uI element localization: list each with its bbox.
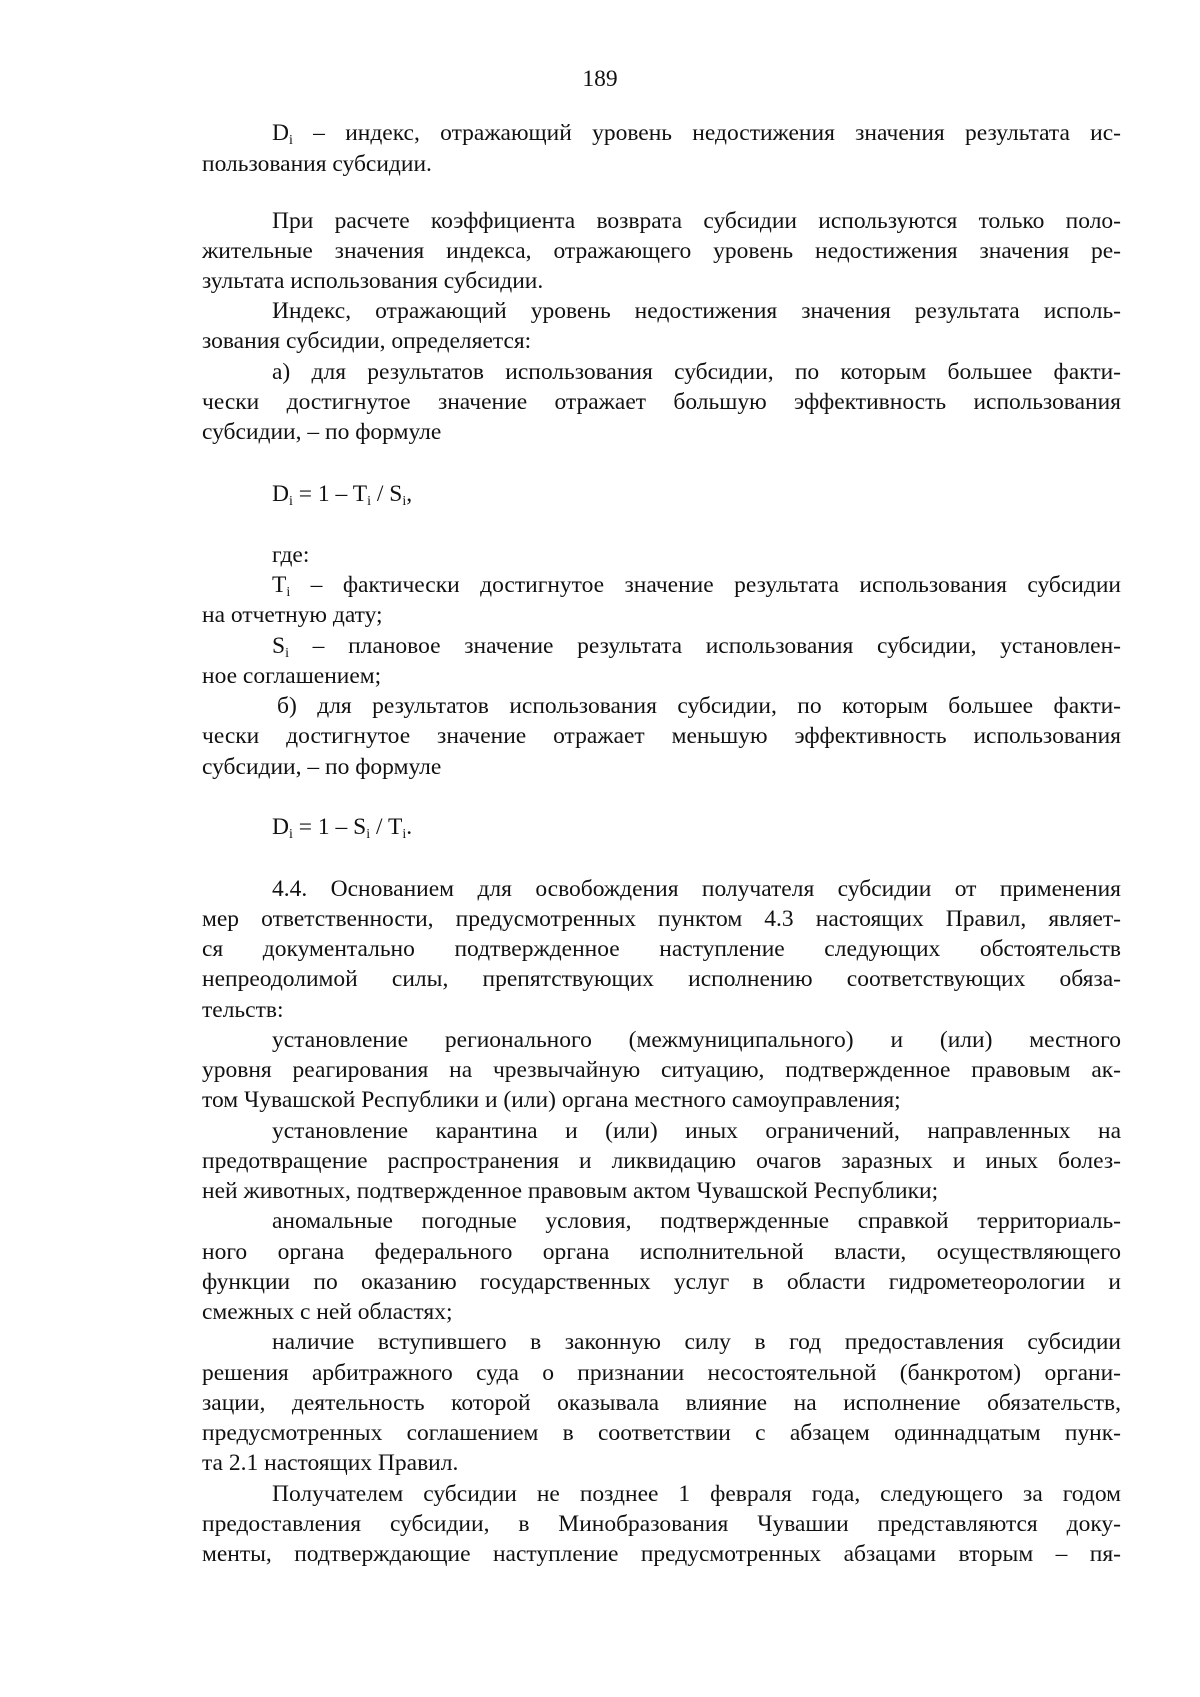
text-line: а) для результатов использования субсидии, по которым большее факти-: [272, 359, 1121, 385]
text-line: субсидии, – по формуле: [202, 754, 442, 780]
text-line: пользования субсидии.: [202, 151, 432, 177]
text-line: $D_i = 1 - T_i / S_i$,: [272, 481, 413, 509]
text-line: тельств:: [202, 997, 284, 1023]
text-line: $D_i = 1 - S_i / T_i$.: [272, 814, 413, 842]
text-line: непреодолимой силы, препятствующих исполнению соответствующих обяза-: [202, 966, 1121, 992]
text-line: ся документально подтвержденное наступление следующих обстоятельств: [202, 936, 1121, 962]
text-line: $T_i$ – фактически достигнутое значение результата использования субсидии: [272, 572, 1121, 600]
text-line: функции по оказанию государственных услуг в области гидрометеорологии и: [202, 1269, 1121, 1295]
text-line: ное соглашением;: [202, 663, 382, 689]
text-line: на отчетную дату;: [202, 602, 383, 628]
text-line: установление карантина и (или) иных ограничений, направленных на: [272, 1118, 1121, 1144]
text-line: б) для результатов использования субсидии, по которым большее факти-: [277, 693, 1121, 719]
text-line: зультата использования субсидии.: [202, 268, 544, 294]
text-line: решения арбитражного суда о признании несостоятельной (банкротом) органи-: [202, 1360, 1121, 1386]
text-line: та 2.1 настоящих Правил.: [202, 1450, 459, 1476]
text-line: $D_i$ – индекс, отражающий уровень недостижения значения результата ис-: [272, 120, 1121, 148]
text-line: зования субсидии, определяется:: [202, 328, 532, 354]
text-line: том Чувашской Республики и (или) органа местного самоуправления;: [202, 1087, 901, 1113]
text-line: жительные значения индекса, отражающего уровень недостижения значения ре-: [202, 238, 1121, 264]
text-line: аномальные погодные условия, подтвержденные справкой территориаль-: [272, 1208, 1121, 1234]
text-line: где:: [272, 542, 310, 568]
text-line: уровня реагирования на чрезвычайную ситуацию, подтвержденное правовым ак-: [202, 1057, 1121, 1083]
text-line: 4.4. Основанием для освобождения получателя субсидии от применения: [272, 876, 1121, 902]
text-line: зации, деятельность которой оказывала влияние на исполнение обязательств,: [202, 1390, 1121, 1416]
text-line: смежных с ней областях;: [202, 1299, 453, 1325]
text-line: предусмотренных соглашением в соответствии с абзацем одиннадцатым пунк-: [202, 1420, 1121, 1446]
text-line: $S_i$ – плановое значение результата использования субсидии, установлен-: [272, 633, 1121, 661]
text-line: Индекс, отражающий уровень недостижения значения результата исполь-: [272, 298, 1121, 324]
page-number: 189: [582, 66, 618, 92]
text-line: чески достигнутое значение отражает меньшую эффективность использования: [202, 723, 1121, 749]
text-line: менты, подтверждающие наступление предусмотренных абзацами вторым – пя-: [202, 1541, 1121, 1567]
text-line: чески достигнутое значение отражает большую эффективность использования: [202, 389, 1121, 415]
text-line: установление регионального (межмуниципального) и (или) местного: [272, 1027, 1121, 1053]
text-line: ного органа федерального органа исполнительной власти, осуществляющего: [202, 1239, 1121, 1265]
text-line: предотвращение распространения и ликвидацию очагов заразных и иных болез-: [202, 1148, 1121, 1174]
text-line: наличие вступившего в законную силу в год предоставления субсидии: [272, 1329, 1121, 1355]
text-line: мер ответственности, предусмотренных пунктом 4.3 настоящих Правил, являет-: [202, 906, 1121, 932]
text-line: При расчете коэффициента возврата субсидии используются только поло-: [272, 208, 1121, 234]
text-line: ней животных, подтвержденное правовым актом Чувашской Республики;: [202, 1178, 939, 1204]
text-line: Получателем субсидии не позднее 1 февраля года, следующего за годом: [272, 1481, 1121, 1507]
text-line: предоставления субсидии, в Минобразования Чувашии представляются доку-: [202, 1511, 1121, 1537]
text-line: субсидии, – по формуле: [202, 419, 442, 445]
